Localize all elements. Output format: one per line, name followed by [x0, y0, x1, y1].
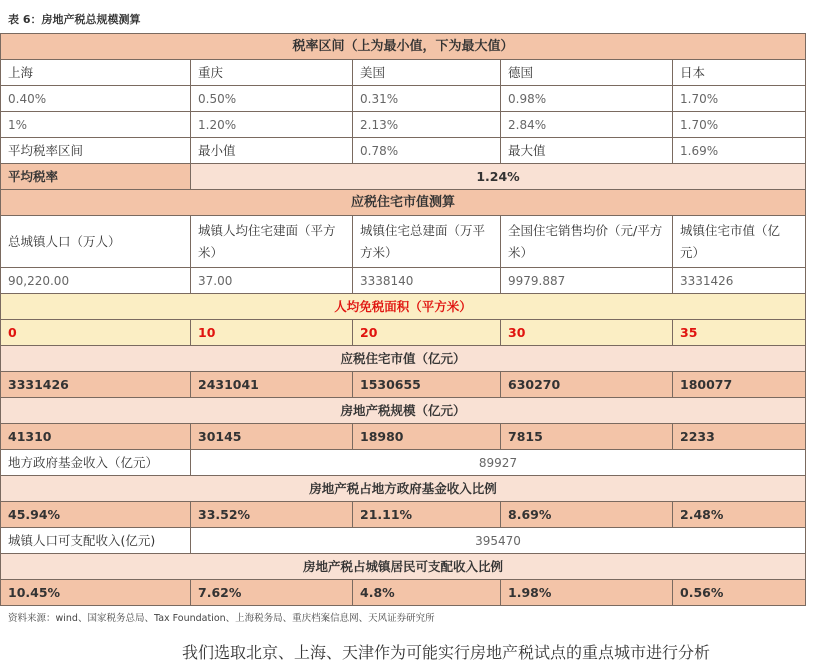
table-cell: 7.62%	[191, 580, 353, 606]
table-cell: 城镇住宅总建面（万平方米）	[353, 216, 501, 268]
table-cell: 0.50%	[191, 86, 353, 112]
table-cell: 3338140	[353, 268, 501, 294]
table-cell: 4.8%	[353, 580, 501, 606]
disposable-income-label: 城镇人口可支配收入(亿元)	[1, 528, 191, 554]
table-cell: 1530655	[353, 372, 501, 398]
table-cell: 8.69%	[501, 502, 673, 528]
table-cell: 33.52%	[191, 502, 353, 528]
table-cell: 45.94%	[1, 502, 191, 528]
table-cell: 德国	[501, 60, 673, 86]
avg-rate-value: 1.24%	[191, 164, 806, 190]
table-cell: 全国住宅销售均价（元/平方米）	[501, 216, 673, 268]
table-cell: 1.98%	[501, 580, 673, 606]
table-cell: 3331426	[673, 268, 806, 294]
table-cell: 10.45%	[1, 580, 191, 606]
table-row-market-headers	[1, 216, 806, 268]
section-header-exempt-area: 人均免税面积（平方米）	[1, 294, 806, 320]
table-cell: 1.70%	[673, 86, 806, 112]
table-cell: 0.31%	[353, 86, 501, 112]
body-paragraph: 我们选取北京、上海、天津作为可能实行房地产税试点的重点城市进行分析	[182, 643, 711, 662]
section-header-income-ratio: 房地产税占城镇居民可支配收入比例	[1, 554, 806, 580]
table-cell: 0.56%	[673, 580, 806, 606]
table-cell: 日本	[673, 60, 806, 86]
table-row-income-ratio	[1, 580, 806, 606]
table-row-taxable-value	[1, 372, 806, 398]
table-cell: 0.98%	[501, 86, 673, 112]
section-header-market-value-calc: 应税住宅市值测算	[1, 190, 806, 216]
table-cell: 2233	[673, 424, 806, 450]
table-cell: 0	[1, 320, 191, 346]
table-cell: 30	[501, 320, 673, 346]
table-cell: 9979.887	[501, 268, 673, 294]
section-header-taxable-value: 应税住宅市值（亿元）	[1, 346, 806, 372]
section-header-fund-ratio: 房地产税占地方政府基金收入比例	[1, 476, 806, 502]
table-row-fund-income	[1, 450, 806, 476]
table-cell: 上海	[1, 60, 191, 86]
table-cell: 最大值	[501, 138, 673, 164]
table-cell: 2.48%	[673, 502, 806, 528]
table-cell: 2.13%	[353, 112, 501, 138]
avg-rate-label: 平均税率	[1, 164, 191, 190]
table-cell: 1.70%	[673, 112, 806, 138]
table-row-tax-scale	[1, 424, 806, 450]
table-row-exempt-area	[1, 320, 806, 346]
table-row-countries	[1, 60, 806, 86]
fund-income-value: 89927	[191, 450, 806, 476]
section-header-tax-scale: 房地产税规模（亿元）	[1, 398, 806, 424]
table-cell: 18980	[353, 424, 501, 450]
disposable-income-value: 395470	[191, 528, 806, 554]
source-note: 资料来源：wind、国家税务总局、Tax Foundation、上海税务局、重庆档案信息网、天风证券研究所	[8, 613, 435, 624]
table-cell: 90,220.00	[1, 268, 191, 294]
table-cell: 总城镇人口（万人）	[1, 216, 191, 268]
table-cell: 630270	[501, 372, 673, 398]
table-row-max	[1, 112, 806, 138]
table-cell: 21.11%	[353, 502, 501, 528]
table-cell: 平均税率区间	[1, 138, 191, 164]
table-row-avg-range	[1, 138, 806, 164]
table-cell: 美国	[353, 60, 501, 86]
table-cell: 2431041	[191, 372, 353, 398]
table-cell: 1.69%	[673, 138, 806, 164]
table-cell: 0.40%	[1, 86, 191, 112]
table-row-avg-rate	[1, 164, 806, 190]
fund-income-label: 地方政府基金收入（亿元）	[1, 450, 191, 476]
table-cell: 35	[673, 320, 806, 346]
table-row-disposable-income	[1, 528, 806, 554]
table-cell: 3331426	[1, 372, 191, 398]
table-row-fund-ratio	[1, 502, 806, 528]
table-cell: 20	[353, 320, 501, 346]
table-row-market-values	[1, 268, 806, 294]
table-row-min	[1, 86, 806, 112]
table-cell: 重庆	[191, 60, 353, 86]
table-cell: 180077	[673, 372, 806, 398]
table-cell: 1.20%	[191, 112, 353, 138]
table-cell: 41310	[1, 424, 191, 450]
table-cell: 城镇人均住宅建面（平方米）	[191, 216, 353, 268]
property-tax-table	[0, 33, 806, 606]
table-cell: 10	[191, 320, 353, 346]
table-cell: 城镇住宅市值（亿元）	[673, 216, 806, 268]
table-cell: 7815	[501, 424, 673, 450]
table-cell: 0.78%	[353, 138, 501, 164]
table-cell: 2.84%	[501, 112, 673, 138]
section-header-tax-rate-range: 税率区间（上为最小值，下为最大值）	[1, 34, 806, 60]
table-cell: 30145	[191, 424, 353, 450]
table-cell: 1%	[1, 112, 191, 138]
table-cell: 最小值	[191, 138, 353, 164]
table-caption: 表 6：房地产税总规模测算	[8, 13, 141, 26]
table-cell: 37.00	[191, 268, 353, 294]
